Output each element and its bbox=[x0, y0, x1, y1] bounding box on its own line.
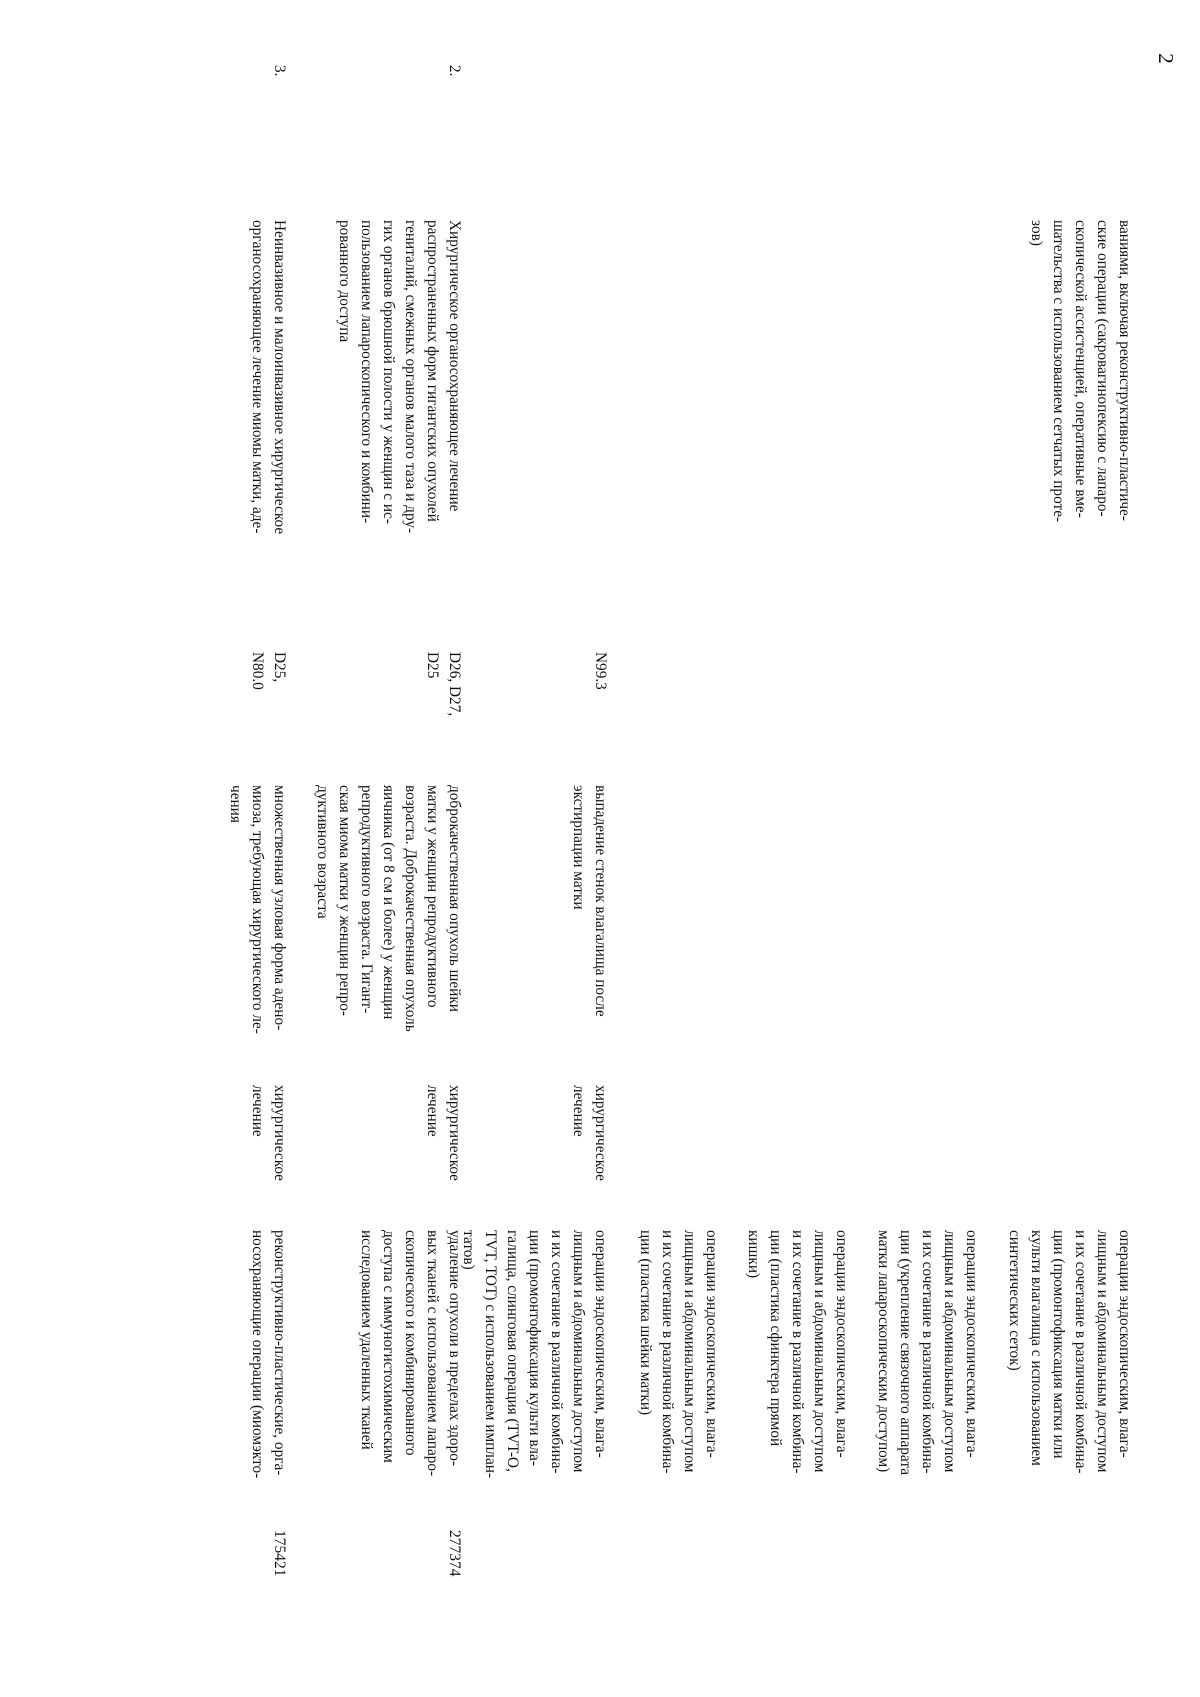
row-3-method: операции эндоскопическим, влага- лищным и абдоминальным доступом и их сочетание в различной комбина- ции (пластика сфинктера прямой кишки) bbox=[745, 1230, 850, 1474]
row-7-name: Неинвазивное и малоинвазивное хирургическое органосохраняющее лечение миомы матки, аде- bbox=[249, 220, 288, 535]
row-7-code: D25, N80.0 bbox=[249, 652, 288, 690]
document-table bbox=[95, 40, 1135, 1660]
row-5-model: выпадение стенок влагалища после экстирпации матки bbox=[570, 785, 609, 1017]
row-7-treatment: хирургическое лечение bbox=[249, 1085, 288, 1181]
row-2-method: операции эндоскопическим, влага- лищным и абдоминальным доступом и их сочетание в различной комбина- ции (укрепление связочного аппарата матки лапароскопическим доступом) bbox=[875, 1230, 980, 1475]
row-6-method: удаление опухоли в пределах здоро- вых тканей с использованием лапаро- скопического и комбинированного доступа с иммуногистохимическим исследованием удаленных тканей bbox=[358, 1230, 463, 1477]
row-6-treatment: хирургическое лечение bbox=[424, 1085, 463, 1181]
row-6-amount: 277374 bbox=[446, 1530, 463, 1577]
row-1-name: ваниями, включая реконструктивно-пластиче- ские операции (сакровагинопексию с лапаро- скопической ассистенцией, оперативные вме- шательства с использованием сетчатых проте- зов) bbox=[1028, 220, 1133, 523]
row-5-method: операции эндоскопическим, влага- лищным и абдоминальным доступом и их сочетание в различной комбина- ции (промонтофиксация культи вла- галища, слинговая операция (TVT-O, TVT, TOT) с использованием имплан- татов) bbox=[460, 1230, 609, 1479]
row-6-model: доброкачественная опухоль шейки матки у женщин репродуктивного возраста. Доброкачественная опухоль яичника (от 8 см и более) у женщин репродуктивного возраста. Гигант- ская миома матки у женщин репро- дуктивного возраста bbox=[314, 785, 463, 1032]
row-6-code: D26, D27, D25 bbox=[424, 652, 463, 717]
row-7-amount: 175421 bbox=[271, 1530, 288, 1577]
row-7-method: реконструктивно-пластические, орга- носохраняющие операции (миомэкто- bbox=[249, 1230, 288, 1479]
row-1-method: операции эндоскопическим, влага- лищным и абдоминальным доступом и их сочетание в различной комбина- ции (промонтофиксация матки или культи влагалища с использованием синтетических сеток) bbox=[1006, 1230, 1133, 1474]
row-5-code: N99.3 bbox=[592, 652, 609, 690]
row-7-model: множественная узловая форма адено- миоза, требующая хирургического ле- чения bbox=[227, 785, 288, 1034]
row-5-treatment: хирургическое лечение bbox=[570, 1085, 609, 1181]
row-6-name: Хирургическое органосохраняющее лечение распространенных форм гигантских опухолей гениталий, смежных органов малого таза и дру- гих органов брюшной полости у женщин с ис- пользованием лапароскопического и комбини- рованного доступа bbox=[336, 220, 463, 534]
row-7-number: 3. bbox=[271, 65, 288, 77]
row-6-number: 2. bbox=[446, 65, 463, 77]
page-number: 2 bbox=[1153, 53, 1178, 64]
row-4-method: операции эндоскопическим, влага- лищным и абдоминальным доступом и их сочетание в различной комбина- ции (пластика шейки матки) bbox=[637, 1230, 720, 1474]
